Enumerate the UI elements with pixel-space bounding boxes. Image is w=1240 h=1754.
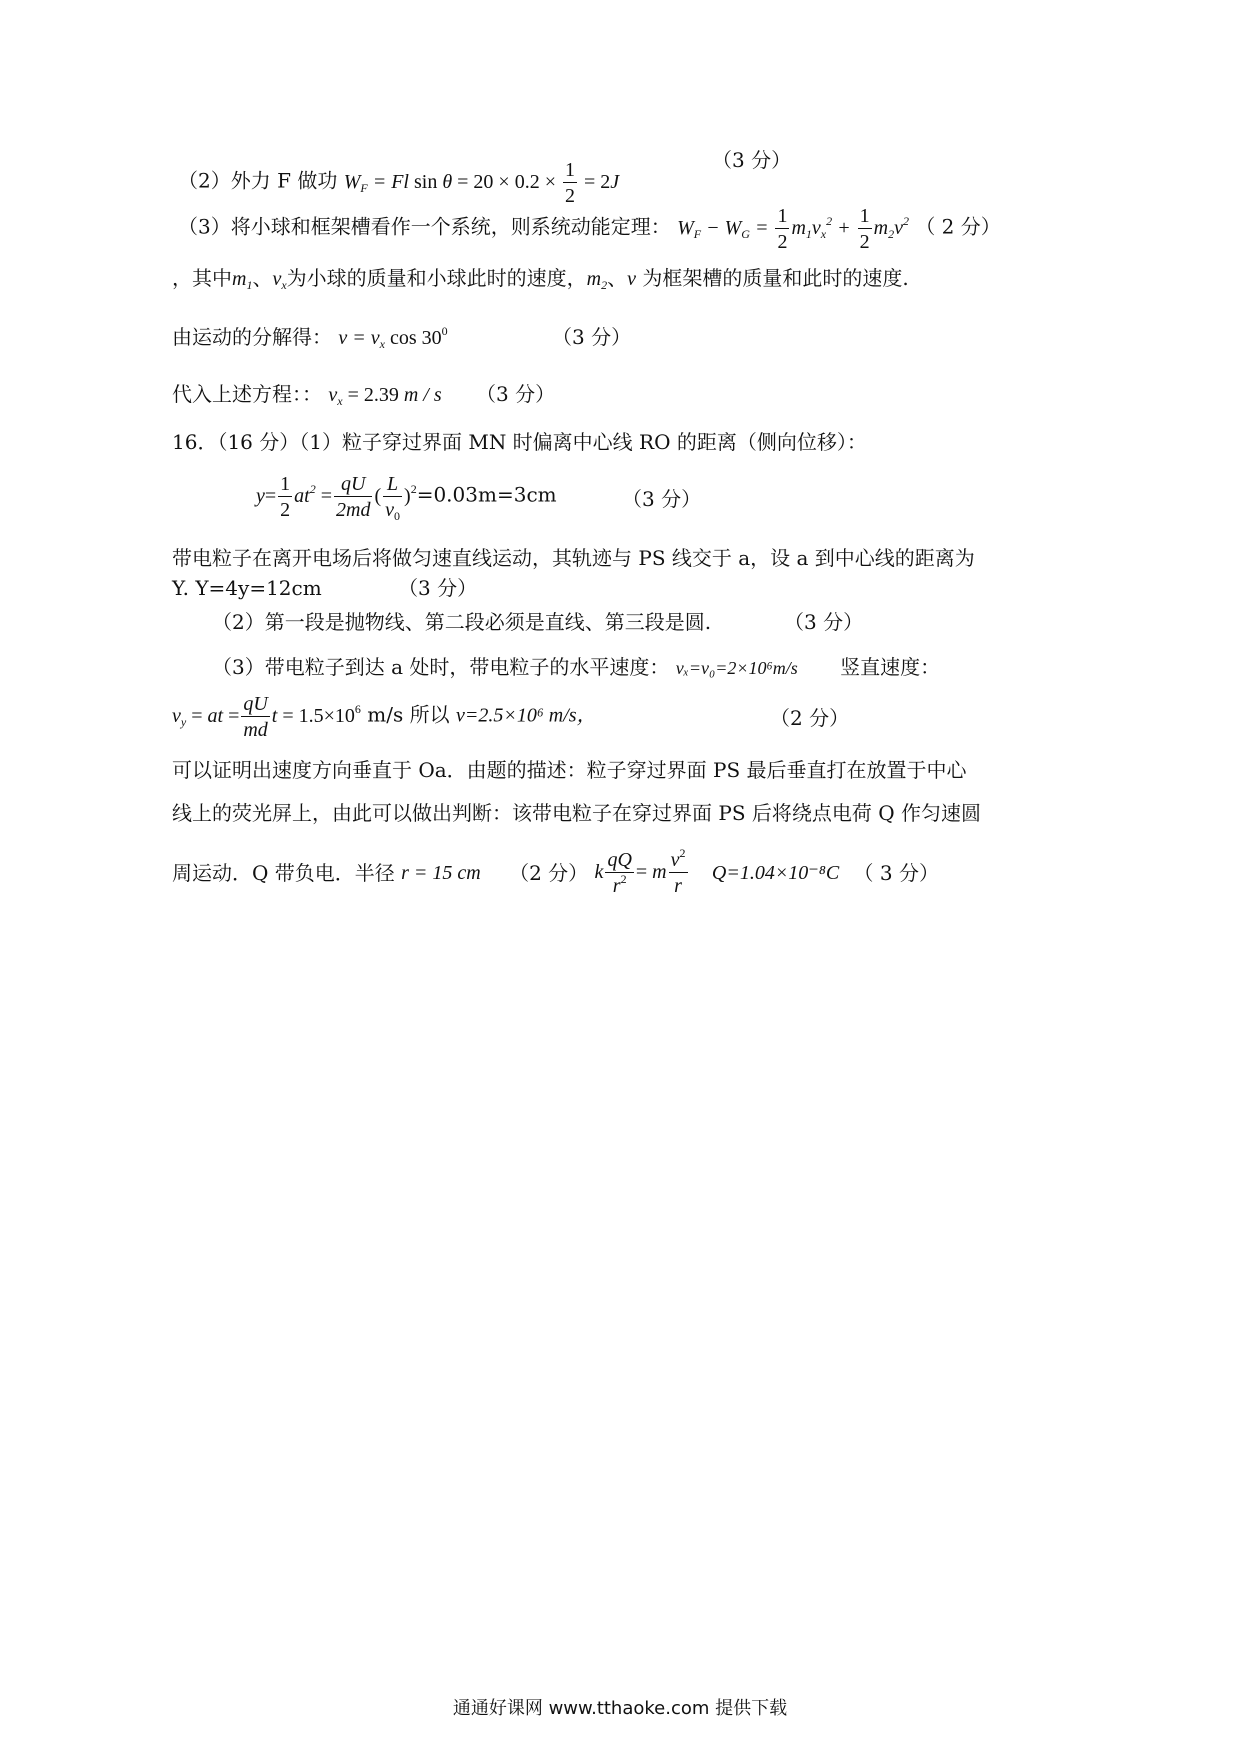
score-4: （3 分） (552, 325, 632, 349)
line-trajectory (212, 612, 711, 632)
score-15a: （2 分） (509, 861, 589, 885)
line-substitute (172, 382, 556, 408)
y-value: Y. Y=4y=12cm (172, 576, 322, 600)
charge-value: Q=1.04×10⁻⁸C (711, 862, 840, 884)
line-work-force (178, 160, 619, 206)
m2-v-symbols: $m_2$、v (586, 268, 637, 292)
score-2: （ 2 分） (915, 214, 1001, 239)
work-force-formula: $W_F = Fl$ sin θ = 20 × 0.2 × $\frac{1}{2}$ = 2J (343, 159, 620, 207)
decomposition-label: 由运动的分解得： (172, 325, 332, 349)
definitions-part-b: 为小球的质量和小球此时的速度， (286, 266, 587, 290)
line-displacement (256, 473, 557, 523)
line-screen-judgment: 线上的荧光屏上，由此可以做出判断：该带电粒子在穿过界面 PS 后将绕点电荷 Q 作匀速圆 (172, 801, 981, 825)
line-energy-theorem (178, 206, 1001, 252)
score-7: （3 分） (622, 487, 702, 511)
substitute-label: 代入上述方程：： (172, 382, 322, 406)
line-horizontal-velocity (212, 657, 940, 677)
score-15b: （ 3 分） (853, 861, 939, 885)
radius-value: r = 15 cm (401, 862, 481, 884)
total-velocity: v=2.5×10⁶ m/s， (455, 704, 597, 727)
line-decomposition (172, 324, 448, 351)
m1-vx-symbols: $m_1$、$v_x$ (232, 268, 287, 292)
displacement-formula: y= $\frac{1}{2}$ $at^2$ = $\frac{qU}{2md}$ ( $\frac{L}{v_0}$ )$^2$ (256, 473, 417, 523)
horizontal-velocity-value: vₓ=v₀=2×10⁶m/s (675, 658, 798, 678)
page-footer: 通通好课网 www.tthaoke.com 提供下载 (452, 1698, 788, 1719)
vertical-velocity-formula: $v_y$ = at = $\frac{qU}{md}$ $t = 1.5\times 10^6$ (172, 693, 361, 741)
score-5: （3 分） (476, 382, 556, 406)
decomposition-formula: $v = v_x$ $\cos 30^0$ (338, 324, 448, 351)
line-uniform-motion: 带电粒子在离开电场后将做匀速直线运动，其轨迹与 PS 线交于 a，设 a 到中心线的距离为 (172, 546, 975, 570)
vertical-velocity-label: 竖直速度： (840, 655, 941, 679)
circular-motion-label: 周运动．Q 带负电．半径 (172, 861, 395, 885)
displacement-result: =0.03m=3cm (416, 482, 557, 507)
coulomb-formula: k $\frac{qQ}{r^2}$ = m $\frac{v^2}{r}$ (594, 846, 686, 897)
score-1: （3 分） (712, 148, 792, 172)
score-10: （3 分） (784, 610, 864, 634)
line-circular-motion (172, 846, 939, 897)
line-y-value (172, 578, 477, 598)
line-perpendicular: 可以证明出速度方向垂直于 Oa．由题的描述：粒子穿过界面 PS 最后垂直打在放置于中心 (172, 758, 967, 782)
vertical-velocity-unit: m/s 所以 (367, 702, 450, 727)
line-q16-intro: 16．（16 分）（1）粒子穿过界面 MN 时偏离中心线 RO 的距离（侧向位移）： (172, 430, 867, 454)
energy-theorem-label: （3）将小球和框架槽看作一个系统，则系统动能定理： (178, 214, 671, 239)
definitions-part-c: 为框架槽的质量和此时的速度. (642, 266, 909, 290)
work-force-label: （2）外力 F 做功 (178, 168, 338, 193)
score-9: （3 分） (398, 576, 478, 600)
energy-theorem-formula: $W_F - W_G$ = $\frac{1}{2}$ $m_1v_x^2$ + $\frac{1}{2}$ $m_2v^2$ (677, 205, 909, 253)
vx-result: $v_x = 2.39$ m / s (328, 384, 442, 408)
line-definitions (172, 266, 909, 292)
definitions-part-a: ，其中 (172, 266, 232, 290)
line-vertical-velocity (172, 694, 597, 740)
score-12: （2 分） (770, 706, 850, 730)
trajectory-text: （2）第一段是抛物线、第二段必须是直线、第三段是圆. (212, 610, 712, 634)
horizontal-velocity-label: （3）带电粒子到达 a 处时，带电粒子的水平速度： (212, 655, 670, 679)
